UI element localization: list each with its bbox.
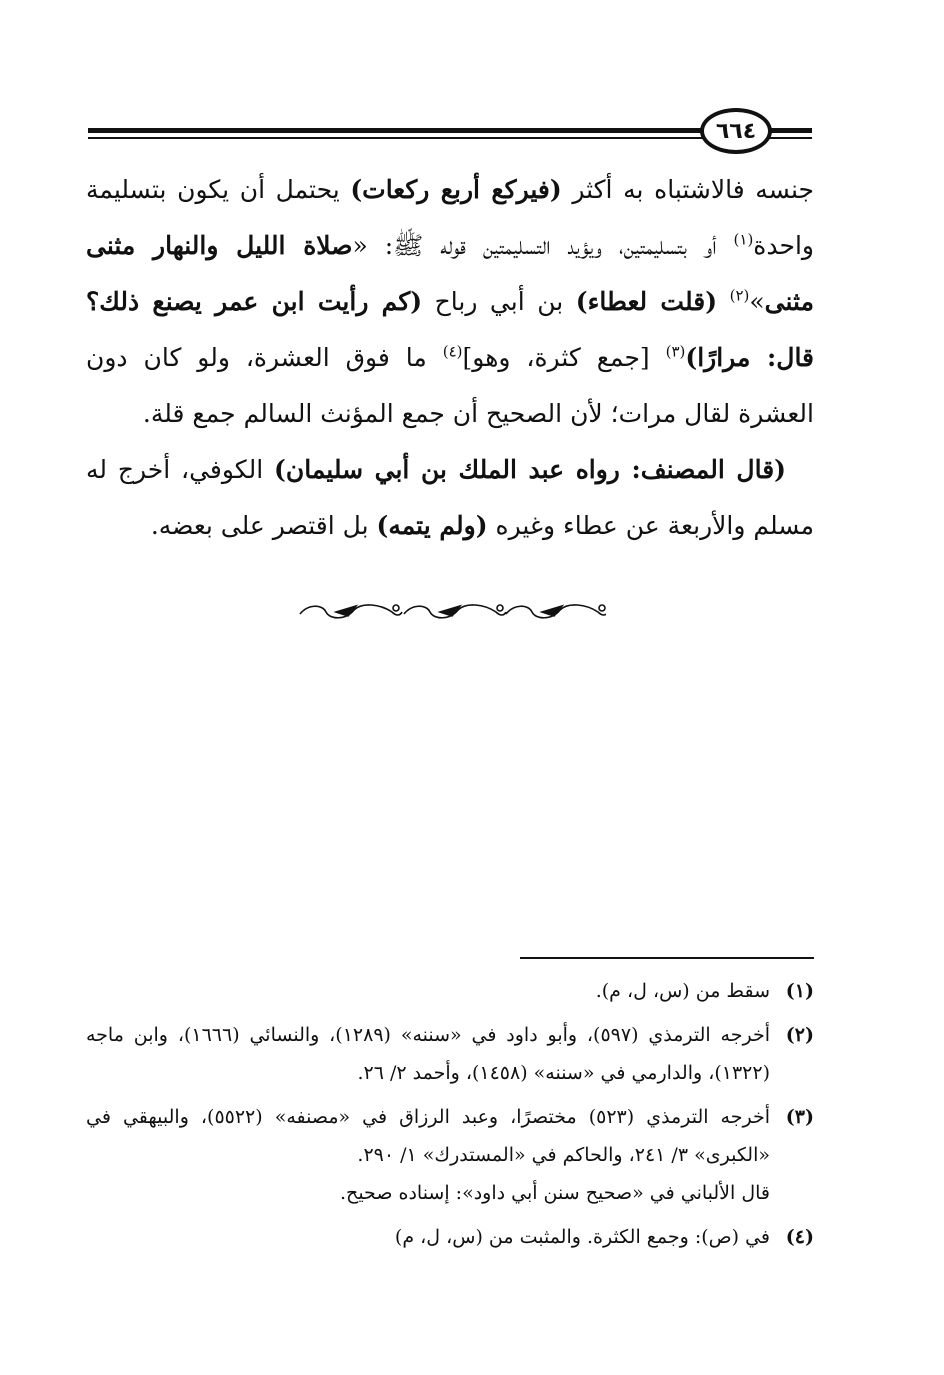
footnote-line: قال الألباني في «صحيح سنن أبي داود»: إسناده صحيح.	[340, 1182, 770, 1204]
commentary-text: [جمع كثرة، وهو]	[462, 343, 666, 372]
commentary-text: »	[749, 287, 765, 316]
commentary-text: يحتمل أن يكون بتسليمة واحدة	[86, 175, 814, 260]
footnote-line: في (ص): وجمع الكثرة. والمثبت من (س، ل، م)	[394, 1226, 770, 1248]
footnote-text	[86, 1016, 770, 1092]
bold-matn-text: صلاة الليل والنهار مثنى مثنى	[86, 231, 814, 316]
commentary-text	[717, 287, 730, 316]
footnote-number: (٢)	[785, 1024, 814, 1046]
page-header	[88, 108, 812, 156]
bold-matn-text: (قال المصنف: رواه عبد الملك بن أبي سليمان)	[274, 455, 786, 484]
footnote-number: (٤)	[785, 1226, 814, 1248]
footnote-line: أخرجه الترمذي (٥٢٣) مختصرًا، وعبد الرزاق في «مصنفه» (٥٥٢٢)، والبيهقي في «الكبرى» ٣/ ٢٤١، والحاكم في «المستدرك» ١/ ٢٩٠.	[86, 1106, 770, 1166]
commentary-text: أو بتسليمتين، ويؤيد التسليمتين قوله ﷺ: «	[352, 231, 734, 260]
bold-matn-text: (فيركع أربع ركعات)	[350, 175, 562, 204]
footnote-ref: (٢)	[729, 286, 750, 305]
bold-matn-text: (قلت لعطاء)	[575, 287, 718, 316]
footnote	[86, 1098, 814, 1212]
footnotes-section	[86, 972, 814, 1262]
footnote	[86, 1218, 814, 1256]
footnote	[86, 972, 814, 1010]
page-number: ٦٦٤	[700, 108, 772, 154]
commentary-text: بن أبي رباح	[422, 287, 576, 316]
footnote-line: أخرجه الترمذي (٥٩٧)، وأبو داود في «سننه» (١٢٨٩)، والنسائي (١٦٦٦)، وابن ماجه (١٣٢٢)، والدارمي في «سننه» (١٤٥٨)، وأحمد ٢/ ٢٦.	[86, 1024, 770, 1084]
footnote	[86, 1016, 814, 1092]
commentary-text: الكوفي، أخرج له مسلم والأربعة عن عطاء وغيره	[86, 455, 814, 540]
section-divider-ornament	[296, 598, 606, 624]
footnote-ref: (٣)	[665, 342, 686, 361]
footnote-text	[86, 1098, 770, 1212]
footnote-ref: (٤)	[442, 342, 463, 361]
main-text	[86, 162, 814, 554]
footnote-ref: (١)	[733, 230, 754, 249]
commentary-text: بل اقتصر على بعضه.	[150, 511, 377, 540]
footnote-number: (٣)	[785, 1106, 814, 1128]
commentary-text: جنسه فالاشتباه به أكثر	[561, 175, 814, 204]
footnote-line: سقط من (س، ل، م).	[595, 980, 770, 1002]
footnote-separator	[520, 957, 814, 959]
bold-matn-text: (كم رأيت ابن عمر يصنع ذلك؟ قال: مرارًا)	[86, 287, 815, 372]
paragraph-commentary	[86, 162, 814, 442]
footnote-number: (١)	[785, 980, 814, 1002]
footnote-text	[86, 972, 770, 1010]
bold-matn-text: (ولم يتمه)	[376, 511, 488, 540]
commentary-text: ما فوق العشرة، ولو كان دون العشرة لقال مرات؛ لأن الصحيح أن جمع المؤنث السالم جمع قلة.	[86, 343, 814, 428]
footnote-text	[86, 1218, 770, 1256]
ornament-unit	[300, 605, 402, 618]
paragraph-author-note	[86, 442, 814, 554]
